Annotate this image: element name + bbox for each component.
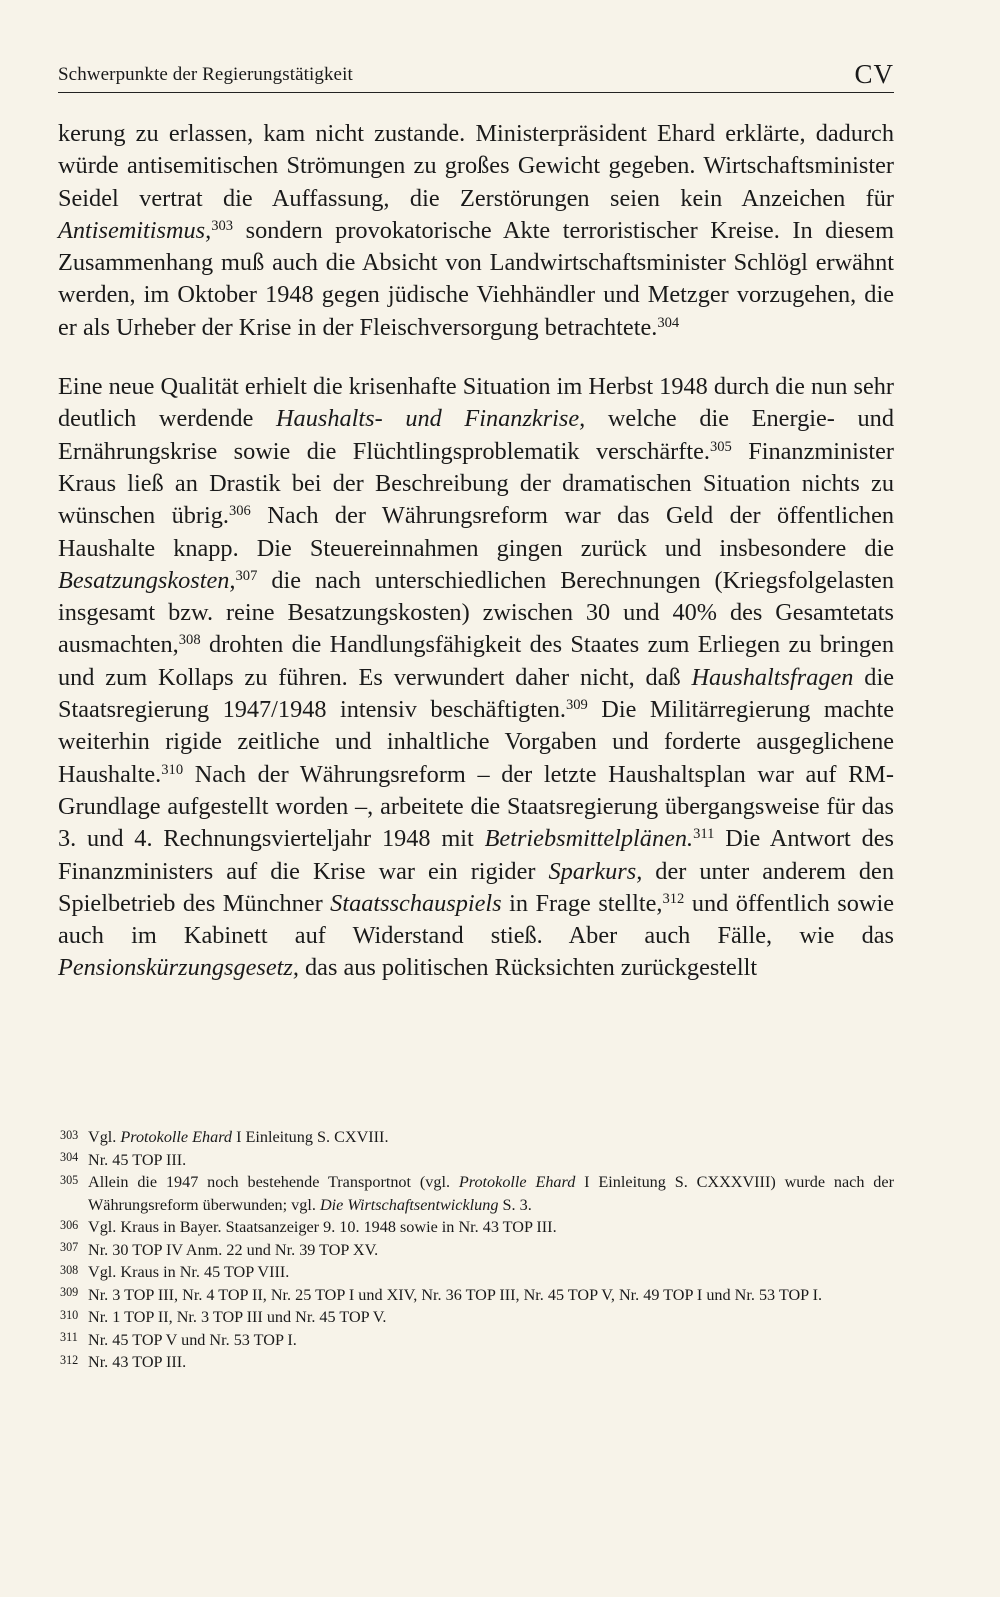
text-run: drohten die Handlungsfähigkeit des Staates zum Erliegen zu bringen und zum Kollaps zu führen. Es verwundert daher nicht, daß	[58, 631, 894, 691]
text-run: die Staatsregierung 1947/1948 intensiv beschäftigten.	[58, 663, 894, 724]
footnote-number: 312	[60, 1352, 79, 1367]
text-run: Nach der Währungsreform – der letzte Haushaltsplan war auf RM-Grundlage aufgestellt worden –, arbeitete die Staatsregierung übergangsweise für das 3. und 4. Rechnungsvierteljahr 1948 mit	[58, 760, 894, 853]
text-run: Die Antwort des Finanzministers auf die Krise war ein rigider	[58, 825, 894, 885]
keyword-pensionskuerzungsgesetz: Pensionskürzungsgesetz,	[58, 954, 299, 982]
footnote-number: 308	[60, 1262, 79, 1277]
body-text	[58, 118, 894, 985]
text-run: Finanzminister Kraus ließ an Drastik bei der Beschreibung der dramatischen Situation nichts zu wünschen übrig.	[58, 437, 894, 530]
text-run: welche die Energie- und Ernährungskrise sowie die Flüchtlingsproblematik verschärfte.	[58, 405, 894, 465]
text-run: die nach unterschiedlichen Berechnungen (Kriegsfolgelasten insgesamt bzw. reine Besatzungskosten) zwischen 30 und 40% des Gesamtetats ausmachten,	[58, 566, 894, 659]
footnote-number: 306	[60, 1217, 79, 1232]
footnote-307: $^{307}$ Nr. 30 TOP IV Anm. 22 und Nr. 39 TOP XV.	[60, 1239, 894, 1262]
paragraph-2	[58, 371, 894, 985]
running-header	[58, 58, 894, 93]
footnote-ref-306: 306	[228, 503, 251, 520]
footnote-ref-308: 308	[178, 632, 201, 649]
text-run: der unter anderem den Spielbetrieb des Münchner	[58, 857, 894, 917]
footnote-number: 309	[60, 1285, 79, 1300]
footnote-310: $^{310}$ Nr. 1 TOP II, Nr. 3 TOP III und Nr. 45 TOP V.	[60, 1306, 894, 1329]
footnote-number: 311	[60, 1330, 78, 1345]
keyword-staatsschauspiels: Staatsschauspiels	[330, 889, 502, 917]
footnote-ref-304: 304	[657, 314, 680, 331]
footnote-ref-305: 305	[709, 438, 732, 455]
footnote-number: 304	[60, 1150, 79, 1165]
paragraph-1	[58, 118, 894, 344]
footnote-312: $^{312}$ Nr. 43 TOP III.	[60, 1351, 894, 1374]
footnote-number: 307	[60, 1240, 79, 1255]
footnote-308: $^{308}$ Vgl. Kraus in Nr. 45 TOP VIII.	[60, 1261, 894, 1284]
keyword-haushaltsfragen: Haushaltsfragen	[691, 663, 854, 691]
text-run: Eine neue Qualität erhielt die krisenhafte Situation im Herbst 1948 durch die nun sehr deutlich werdende	[58, 373, 894, 433]
footnote-number: 303	[60, 1127, 79, 1142]
footnote-ref-303: 303	[211, 217, 234, 234]
footnote-ref-307: 307	[235, 567, 258, 584]
footnote-304: $^{304}$ Nr. 45 TOP III.	[60, 1149, 894, 1172]
footnote-ref-312: 312	[662, 890, 685, 907]
page-number: CV	[854, 59, 894, 89]
footnote-309: $^{309}$ Nr. 3 TOP III, Nr. 4 TOP II, Nr. 25 TOP I und XIV, Nr. 36 TOP III, Nr. 45 TOP V, Nr. 49 TOP I und Nr. 53 TOP I.	[60, 1284, 894, 1307]
text-run: in Frage stellte,	[501, 889, 663, 917]
text-run: Nach der Währungsreform war das Geld der öffentlichen Haushalte knapp. Die Steuereinnahmen gingen zurück und insbesondere die	[58, 502, 894, 562]
footnotes	[60, 1126, 894, 1374]
footnote-number: 310	[60, 1307, 79, 1322]
footnote-311: $^{311}$ Nr. 45 TOP V und Nr. 53 TOP I.	[60, 1329, 894, 1352]
text-run: das aus politischen Rücksichten zurückgestellt	[298, 954, 758, 982]
running-title: Schwerpunkte der Regierungstätigkeit	[58, 64, 353, 85]
footnote-305: $^{305}$ Allein die 1947 noch bestehende Transportnot (vgl. Protokolle Ehard I Einleitung S. CXXXVIII) wurde nach der Währungsreform überwunden; vgl. Die Wirtschaftsentwicklung S. 3.	[60, 1172, 894, 1214]
footnote-ref-309: 309	[565, 697, 588, 714]
text-run: und öffentlich sowie auch im Kabinett auf Widerstand stieß. Aber auch Fälle, wie das	[58, 889, 894, 950]
footnote-number: 305	[60, 1172, 79, 1187]
footnote-306: $^{306}$ Vgl. Kraus in Bayer. Staatsanzeiger 9. 10. 1948 sowie in Nr. 43 TOP III.	[60, 1216, 894, 1239]
text-run: kerung zu erlassen, kam nicht zustande. Ministerpräsident Ehard erklärte, dadurch würde antisemitischen Strömungen zu großes Gewicht gegeben. Wirtschaftsminister Seidel vertrat die Auffassung, die Zerstörungen seien kein Anzeichen für	[58, 120, 894, 212]
keyword-antisemitismus: Antisemitismus,	[58, 216, 212, 244]
text-run: sondern provokatorische Akte terroristischer Kreise. In diesem Zusammenhang muß auch die Absicht von Landwirtschaftsminister Schlögl erwähnt werden, im Oktober 1948 gegen jüdische Viehhändler und Metzger vorzugehen, die er als Urheber der Krise in der Fleischversorgung betrachtete.	[58, 216, 894, 341]
footnote-303: $^{303}$ Vgl. Protokolle Ehard I Einleitung S. CXVIII.	[60, 1126, 894, 1149]
text-run: Die Militärregierung machte weiterhin rigide zeitliche und inhaltliche Vorgaben und forderte ausgeglichene Haushalte.	[58, 696, 894, 788]
keyword-haushalts-finanzkrise: Haushalts- und Finanzkrise,	[276, 405, 586, 433]
footnote-ref-311: 311	[693, 826, 715, 843]
keyword-sparkurs: Sparkurs,	[548, 857, 643, 885]
keyword-betriebsmittelplaenen: Betriebsmittelplänen.	[484, 825, 694, 853]
footnote-ref-310: 310	[161, 761, 184, 778]
keyword-besatzungskosten: Besatzungskosten,	[58, 566, 236, 594]
